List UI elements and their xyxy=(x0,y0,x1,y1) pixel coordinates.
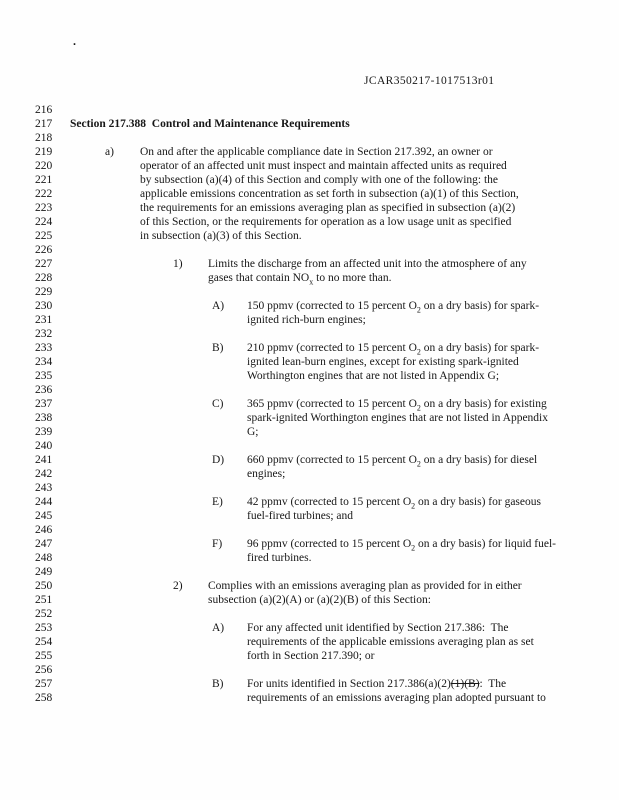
document-line xyxy=(0,677,619,691)
line-text: fired turbines. xyxy=(247,552,312,564)
line-number: 250 xyxy=(35,580,53,592)
document-line xyxy=(0,103,619,117)
document-line xyxy=(0,593,619,607)
list-marker: E) xyxy=(212,496,223,508)
line-text: requirements of the applicable emissions averaging plan as set xyxy=(247,636,534,648)
list-marker: 2) xyxy=(173,580,183,592)
line-text: subsection (a)(2)(A) or (a)(2)(B) of this Section: xyxy=(208,594,431,606)
line-text: 150 ppmv (corrected to 15 percent $O_2$ on a dry basis) for spark- xyxy=(247,300,540,315)
line-number: 239 xyxy=(35,426,53,438)
line-number: 251 xyxy=(35,594,53,606)
line-text: forth in Section 217.390; or xyxy=(247,650,375,662)
line-text: On and after the applicable compliance date in Section 217.392, an owner or xyxy=(140,146,493,158)
line-number: 218 xyxy=(35,132,53,144)
document-line xyxy=(0,663,619,677)
line-number: 217 xyxy=(35,118,53,130)
line-text: of this Section, or the requirements for operation as a low usage unit as specified xyxy=(140,216,512,228)
header-document-code: JCAR350217-1017513r01 xyxy=(364,75,495,87)
line-number: 233 xyxy=(35,342,53,354)
line-number: 244 xyxy=(35,496,53,508)
line-number: 256 xyxy=(35,664,53,676)
list-marker: A) xyxy=(212,622,225,634)
document-line xyxy=(0,649,619,663)
list-marker: D) xyxy=(212,454,225,466)
line-number: 222 xyxy=(35,188,53,200)
line-text: 42 ppmv (corrected to 15 percent $O_2$ on a dry basis) for gaseous xyxy=(247,496,541,511)
document-line xyxy=(0,509,619,523)
list-marker: B) xyxy=(212,342,224,354)
line-text: G; xyxy=(247,426,259,438)
line-text: Worthington engines that are not listed in Appendix G; xyxy=(247,370,500,382)
document-body xyxy=(0,103,619,705)
line-number: 245 xyxy=(35,510,53,522)
line-text: applicable emissions concentration as set forth in subsection (a)(1) of this Section, xyxy=(140,188,519,200)
document-line xyxy=(0,159,619,173)
document-line xyxy=(0,215,619,229)
document-line xyxy=(0,257,619,271)
document-line xyxy=(0,425,619,439)
line-number: 226 xyxy=(35,244,53,256)
line-number: 257 xyxy=(35,678,53,690)
document-line xyxy=(0,369,619,383)
document-line xyxy=(0,621,619,635)
line-number: 255 xyxy=(35,650,53,662)
line-text: operator of an affected unit must inspect and maintain affected units as required xyxy=(140,160,507,172)
line-number: 234 xyxy=(35,356,53,368)
line-number: 253 xyxy=(35,622,53,634)
line-number: 224 xyxy=(35,216,53,228)
line-text: ignited lean-burn engines, except for existing spark-ignited xyxy=(247,356,519,368)
line-number: 240 xyxy=(35,440,53,452)
line-text: ignited rich-burn engines; xyxy=(247,314,366,326)
list-marker: 1) xyxy=(173,258,183,270)
line-text: For units identified in Section 217.386(a)(2)(1)(B): The xyxy=(247,678,507,690)
document-line xyxy=(0,565,619,579)
line-text: 365 ppmv (corrected to 15 percent $O_2$ on a dry basis) for existing xyxy=(247,398,547,413)
line-number: 220 xyxy=(35,160,53,172)
line-text: the requirements for an emissions averaging plan as specified in subsection (a)(2) xyxy=(140,202,516,214)
document-line xyxy=(0,551,619,565)
line-number: 228 xyxy=(35,272,53,284)
document-line xyxy=(0,635,619,649)
document-line xyxy=(0,355,619,369)
list-marker: a) xyxy=(105,146,114,158)
document-line xyxy=(0,117,619,131)
document-line xyxy=(0,299,619,313)
line-number: 219 xyxy=(35,146,53,158)
document-line xyxy=(0,495,619,509)
line-number: 252 xyxy=(35,608,53,620)
document-line xyxy=(0,341,619,355)
document-line xyxy=(0,397,619,411)
line-number: 258 xyxy=(35,692,53,704)
line-text: requirements of an emissions averaging plan adopted pursuant to xyxy=(247,692,546,704)
line-number: 231 xyxy=(35,314,53,326)
line-number: 246 xyxy=(35,524,53,536)
document-line xyxy=(0,467,619,481)
line-number: 242 xyxy=(35,468,53,480)
document-line xyxy=(0,243,619,257)
document-line xyxy=(0,481,619,495)
list-marker: A) xyxy=(212,300,225,312)
document-line xyxy=(0,607,619,621)
line-number: 237 xyxy=(35,398,53,410)
line-number: 216 xyxy=(35,104,53,116)
line-text: in subsection (a)(3) of this Section. xyxy=(140,230,302,242)
line-number: 238 xyxy=(35,412,53,424)
list-marker: C) xyxy=(212,398,224,410)
line-number: 249 xyxy=(35,566,53,578)
document-line xyxy=(0,187,619,201)
line-number: 254 xyxy=(35,636,53,648)
line-text: Complies with an emissions averaging plan as provided for in either xyxy=(208,580,522,592)
document-line xyxy=(0,537,619,551)
line-text: For any affected unit identified by Section 217.386: The xyxy=(247,622,509,634)
list-marker: F) xyxy=(212,538,223,550)
document-line xyxy=(0,229,619,243)
document-line xyxy=(0,691,619,705)
document-line xyxy=(0,327,619,341)
line-number: 221 xyxy=(35,174,53,186)
line-text: 660 ppmv (corrected to 15 percent $O_2$ on a dry basis) for diesel xyxy=(247,454,538,469)
line-number: 235 xyxy=(35,370,53,382)
line-text: spark-ignited Worthington engines that are not listed in Appendix xyxy=(247,412,549,424)
document-line xyxy=(0,131,619,145)
line-number: 243 xyxy=(35,482,53,494)
document-line xyxy=(0,523,619,537)
line-number: 232 xyxy=(35,328,53,340)
document-line xyxy=(0,201,619,215)
document-line xyxy=(0,383,619,397)
list-marker: B) xyxy=(212,678,224,690)
document-line xyxy=(0,411,619,425)
document-line xyxy=(0,145,619,159)
line-number: 223 xyxy=(35,202,53,214)
line-number: 225 xyxy=(35,230,53,242)
document-line xyxy=(0,453,619,467)
section-heading: Section 217.388 Control and Maintenance Requirements xyxy=(70,118,350,130)
document-line xyxy=(0,271,619,285)
line-text: 96 ppmv (corrected to 15 percent $O_2$ on a dry basis) for liquid fuel- xyxy=(247,538,556,553)
document-line xyxy=(0,313,619,327)
line-number: 248 xyxy=(35,552,53,564)
line-number: 236 xyxy=(35,384,53,396)
line-text: gases that contain $NO_x$ to no more than. xyxy=(208,272,392,287)
stray-mark: . xyxy=(73,34,76,48)
document-line xyxy=(0,285,619,299)
document-line xyxy=(0,173,619,187)
document-line xyxy=(0,439,619,453)
document-line xyxy=(0,579,619,593)
line-number: 227 xyxy=(35,258,53,270)
line-number: 241 xyxy=(35,454,53,466)
line-number: 230 xyxy=(35,300,53,312)
line-text: engines; xyxy=(247,468,286,480)
line-text: fuel-fired turbines; and xyxy=(247,510,354,522)
line-text: Limits the discharge from an affected unit into the atmosphere of any xyxy=(208,258,527,270)
line-number: 247 xyxy=(35,538,53,550)
line-text: by subsection (a)(4) of this Section and comply with one of the following: the xyxy=(140,174,499,186)
line-text: 210 ppmv (corrected to 15 percent $O_2$ on a dry basis) for spark- xyxy=(247,342,540,357)
line-number: 229 xyxy=(35,286,53,298)
